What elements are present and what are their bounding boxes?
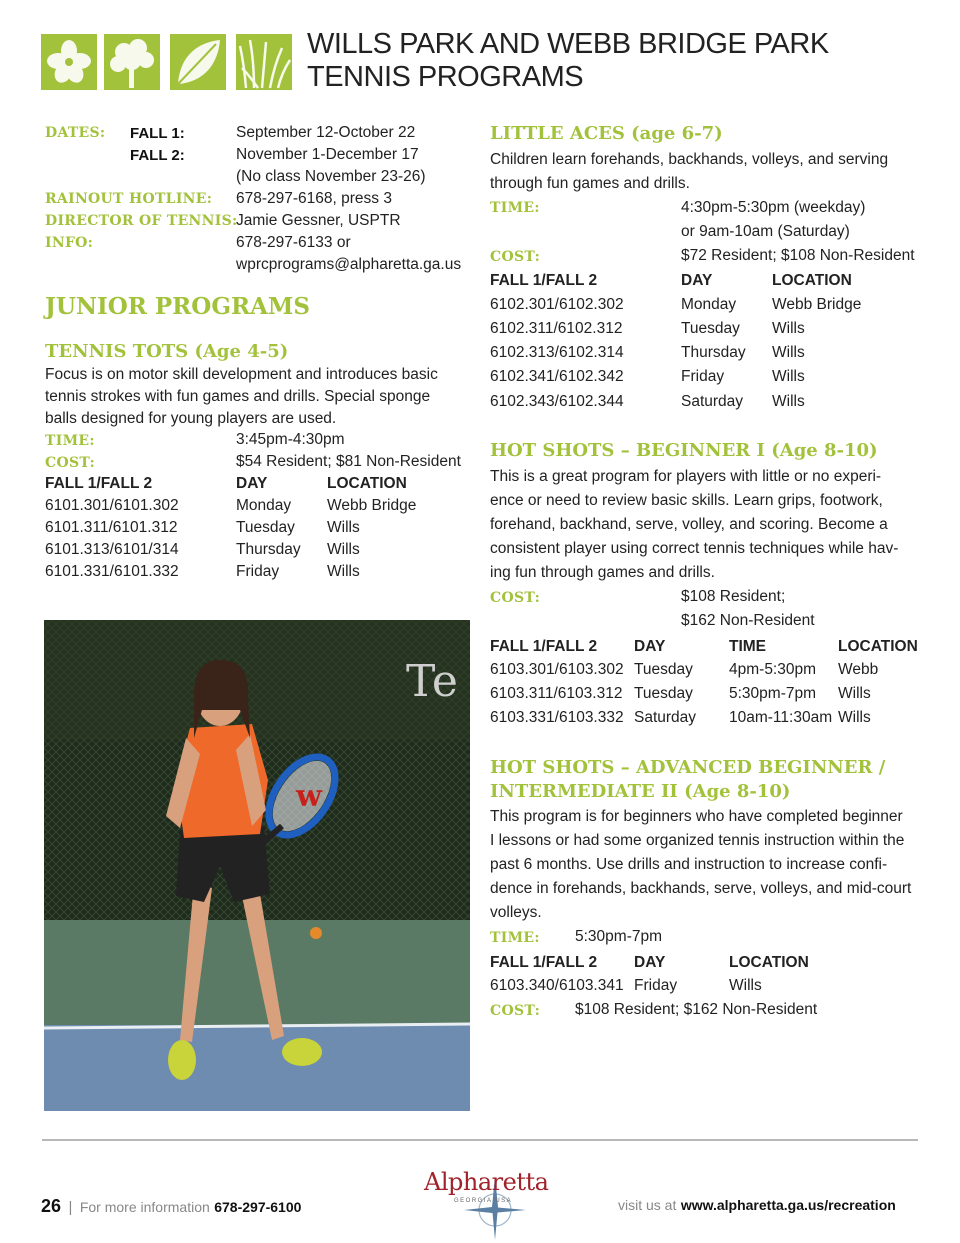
rainout-value: 678-297-6168, press 3: [236, 190, 392, 207]
aces-header-location: LOCATION: [772, 272, 852, 289]
table-cell: Wills: [729, 977, 762, 994]
footer-right: [618, 1197, 896, 1215]
table-cell: 6101.313/6101/314: [45, 541, 179, 558]
fall2-value: November 1-December 17: [236, 146, 419, 163]
beginner-description: [490, 465, 898, 585]
table-cell: Wills: [327, 541, 360, 558]
aces-header-code: FALL 1/FALL 2: [490, 272, 598, 289]
advanced-description: [490, 805, 911, 925]
table-cell: 6102.341/6102.342: [490, 368, 624, 385]
table-cell: Wills: [838, 709, 871, 726]
hibiscus-icon: [41, 34, 97, 90]
table-cell: Wills: [327, 563, 360, 580]
rainout-label: RAINOUT HOTLINE:: [45, 191, 213, 207]
info-label: INFO:: [45, 235, 94, 251]
desc-line: I lessons or had some organized tennis instruction within the: [490, 832, 905, 849]
table-cell: Monday: [681, 296, 737, 313]
table-cell: Thursday: [681, 344, 746, 361]
table-cell: 6103.311/6103.312: [490, 685, 623, 702]
table-cell: 6103.331/6103.332: [490, 709, 624, 726]
table-cell: Saturday: [681, 393, 744, 410]
footer-separator: |: [68, 1199, 73, 1216]
beginner-cost-value-2: $162 Non-Resident: [681, 612, 815, 629]
desc-line: past 6 months. Use drills and instruction to increase confi-: [490, 856, 888, 873]
desc-line: through fun games and drills.: [490, 175, 690, 192]
leaf-icon: [170, 34, 226, 90]
beginner-header-location: LOCATION: [838, 638, 918, 655]
aces-cost-value: $72 Resident; $108 Non-Resident: [681, 247, 915, 264]
director-label: DIRECTOR OF TENNIS:: [45, 213, 238, 229]
tots-cost-value: $54 Resident; $81 Non-Resident: [236, 453, 461, 470]
fall1-value: September 12-October 22: [236, 124, 416, 141]
beginner-header-code: FALL 1/FALL 2: [490, 638, 598, 655]
aces-header-day: DAY: [681, 272, 713, 289]
beginner-title: HOT SHOTS – BEGINNER I (Age 8-10): [490, 440, 878, 461]
aces-time-value-2: or 9am-10am (Saturday): [681, 223, 850, 240]
advanced-header-day: DAY: [634, 954, 666, 971]
table-cell: Tuesday: [634, 685, 693, 702]
advanced-header-location: LOCATION: [729, 954, 809, 971]
beginner-cost-label: COST:: [490, 590, 541, 606]
table-cell: Tuesday: [634, 661, 693, 678]
logo-text: Alpharetta: [424, 1168, 549, 1196]
advanced-cost-label: COST:: [490, 1003, 541, 1019]
svg-text:w: w: [296, 779, 322, 814]
desc-line: ence or need to review basic skills. Learn grips, footwork,: [490, 492, 883, 509]
table-cell: 6101.311/6101.312: [45, 519, 178, 536]
tots-cost-label: COST:: [45, 455, 96, 471]
table-cell: Webb Bridge: [327, 497, 417, 514]
grass-icon: [236, 34, 292, 90]
table-cell: 6102.343/6102.344: [490, 393, 624, 410]
little-aces-title: LITTLE ACES (age 6-7): [490, 123, 723, 144]
table-cell: Wills: [838, 685, 871, 702]
tots-time-label: TIME:: [45, 433, 95, 449]
table-cell: Monday: [236, 497, 292, 514]
more-info-text: For more information: [79, 1199, 210, 1215]
website-link[interactable]: www.alpharetta.ga.us/recreation: [680, 1197, 896, 1213]
table-cell: Wills: [772, 344, 805, 361]
fall2-label: FALL 2:: [130, 147, 185, 164]
table-cell: 4pm-5:30pm: [729, 661, 817, 678]
beginner-cost-value-1: $108 Resident;: [681, 588, 786, 605]
page-number: 26: [41, 1196, 62, 1216]
desc-line: This is a great program for players with little or no experi-: [490, 468, 882, 485]
director-value: Jamie Gessner, USPTR: [236, 212, 401, 229]
table-cell: 10am-11:30am: [729, 709, 833, 726]
alpharetta-logo: [420, 1162, 549, 1240]
table-cell: 5:30pm-7pm: [729, 685, 817, 702]
tennis-player-photo: [44, 620, 470, 1111]
footer-left: [41, 1196, 301, 1217]
table-cell: Thursday: [236, 541, 301, 558]
desc-line: Focus is on motor skill development and introduces basic: [45, 366, 438, 383]
tots-header-day: DAY: [236, 475, 268, 492]
desc-line: ing fun through games and drills.: [490, 564, 715, 581]
aces-cost-label: COST:: [490, 249, 541, 265]
footer-divider: [42, 1139, 918, 1141]
tennis-tots-description: [45, 364, 438, 430]
table-cell: 6101.331/6101.332: [45, 563, 179, 580]
table-cell: Tuesday: [236, 519, 295, 536]
desc-line: forehand, backhand, serve, volley, and scoring. Become a: [490, 516, 888, 533]
aces-time-label: TIME:: [490, 200, 540, 216]
title-line-2: TENNIS PROGRAMS: [307, 61, 584, 93]
dates-label: DATES:: [45, 125, 106, 141]
fall2-note: (No class November 23-26): [236, 168, 426, 185]
table-cell: 6103.301/6103.302: [490, 661, 624, 678]
table-cell: 6102.313/6102.314: [490, 344, 624, 361]
desc-line: balls designed for young players are used.: [45, 410, 337, 427]
visit-text: visit us at: [618, 1197, 677, 1213]
advanced-time-label: TIME:: [490, 930, 540, 946]
table-cell: 6102.301/6102.302: [490, 296, 624, 313]
table-cell: Wills: [772, 393, 805, 410]
table-cell: 6103.340/6103.341: [490, 977, 624, 994]
tree-icon: [104, 34, 160, 90]
desc-line: This program is for beginners who have completed beginner: [490, 808, 903, 825]
tots-time-value: 3:45pm-4:30pm: [236, 431, 345, 448]
desc-line: Children learn forehands, backhands, volleys, and serving: [490, 151, 889, 168]
advanced-time-value: 5:30pm-7pm: [575, 928, 663, 945]
table-cell: Webb Bridge: [772, 296, 862, 313]
desc-line: volleys.: [490, 904, 542, 921]
tots-header-code: FALL 1/FALL 2: [45, 475, 153, 492]
beginner-header-day: DAY: [634, 638, 666, 655]
desc-line: dence in forehands, backhands, serve, volleys, and mid-court: [490, 880, 912, 897]
footer-phone: 678-297-6100: [214, 1199, 302, 1215]
court-sign-text: Te: [406, 656, 458, 707]
advanced-header-code: FALL 1/FALL 2: [490, 954, 598, 971]
junior-programs-heading: JUNIOR PROGRAMS: [45, 293, 310, 320]
info-phone: 678-297-6133 or: [236, 234, 351, 251]
advanced-title: [490, 756, 885, 804]
title-line-1: WILLS PARK AND WEBB BRIDGE PARK: [307, 28, 829, 60]
advanced-title-line-1: HOT SHOTS – ADVANCED BEGINNER /: [490, 757, 886, 778]
advanced-cost-value: $108 Resident; $162 Non-Resident: [575, 1001, 818, 1018]
table-cell: Wills: [327, 519, 360, 536]
aces-time-value-1: 4:30pm-5:30pm (weekday): [681, 199, 866, 216]
tots-header-location: LOCATION: [327, 475, 407, 492]
table-cell: 6101.301/6101.302: [45, 497, 179, 514]
table-cell: Friday: [634, 977, 678, 994]
desc-line: tennis strokes with fun games and drills. Special sponge: [45, 388, 431, 405]
beginner-header-time: TIME: [729, 638, 767, 655]
table-cell: Tuesday: [681, 320, 740, 337]
table-cell: Friday: [681, 368, 725, 385]
table-cell: Webb: [838, 661, 879, 678]
table-cell: Wills: [772, 368, 805, 385]
tennis-tots-title: TENNIS TOTS (Age 4-5): [45, 341, 289, 362]
table-cell: Wills: [772, 320, 805, 337]
fall1-label: FALL 1:: [130, 125, 185, 142]
table-cell: 6102.311/6102.312: [490, 320, 623, 337]
little-aces-description: [490, 148, 888, 196]
desc-line: consistent player using correct tennis techniques while hav-: [490, 540, 899, 557]
logo-subtext: GEORGIA USA: [454, 1198, 513, 1204]
page-title: [307, 28, 829, 94]
table-cell: Friday: [236, 563, 280, 580]
info-email[interactable]: wprcprograms@alpharetta.ga.us: [236, 256, 462, 273]
advanced-title-line-2: INTERMEDIATE II (Age 8-10): [490, 781, 791, 802]
table-cell: Saturday: [634, 709, 697, 726]
